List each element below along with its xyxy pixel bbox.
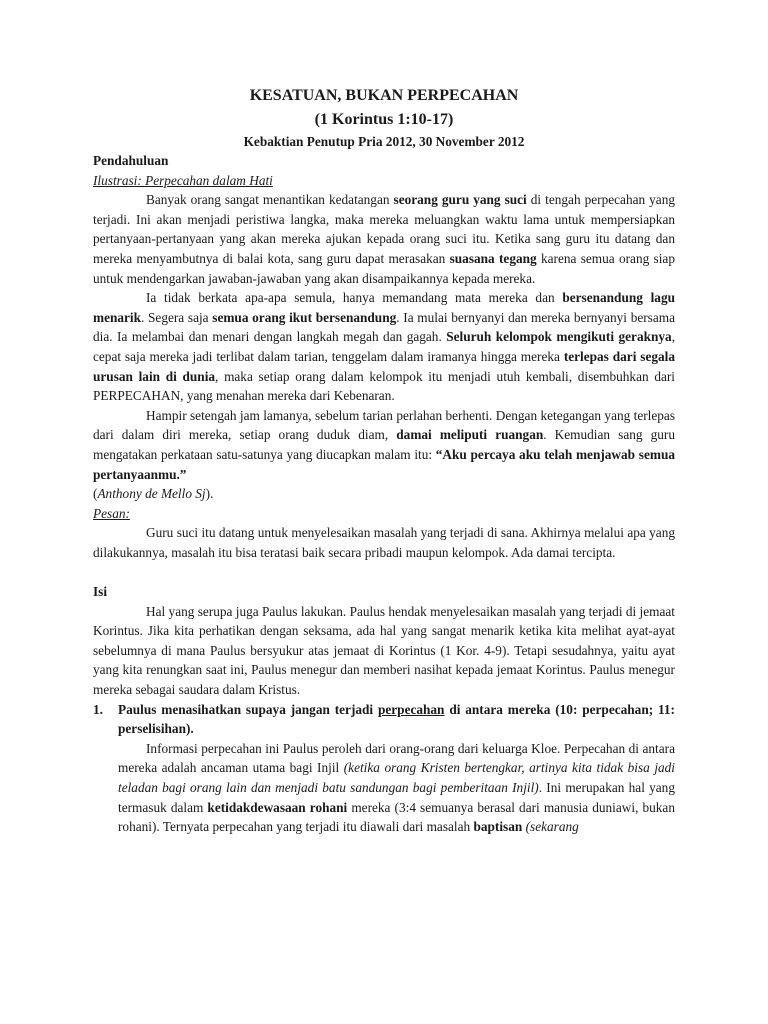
paragraph-point-1: Informasi perpecahan ini Paulus peroleh dari orang-orang dari keluarga Kloe. Perpecahan di antara mereka adalah ancaman utama bagi Injil (ketika orang Kristen bertengkar, artinya kita tidak bisa jadi teladan bagi orang lain dan menjadi batu sandungan bagi pemberitaan Injil). Ini merupakan hal yang termasuk dalam ketidakdewasaan rohani mereka (3:4 semuanya berasal dari manusia duniawi, bukan rohani). Ternyata perpecahan yang terjadi itu diawali dari masalah baptisan (sekarang: [118, 740, 676, 835]
event-line: Kebaktian Penutup Pria 2012, 30 November 2012: [243, 134, 525, 149]
attribution: (Anthony de Mello Sj).: [93, 486, 214, 502]
point-number: 1.: [93, 701, 103, 717]
page-title: KESATUAN, BUKAN PERPECAHAN: [249, 87, 519, 104]
body-content: [93, 151, 675, 837]
section-heading-pendahuluan: Pendahuluan: [93, 153, 169, 168]
point-1-body: [93, 739, 675, 837]
illustration-label: Ilustrasi: Perpecahan dalam Hati: [93, 172, 273, 188]
scripture-reference: (1 Korintus 1:10-17): [314, 111, 454, 128]
section-heading-isi: Isi: [93, 584, 108, 600]
paragraph-isi-1: Hal yang serupa juga Paulus lakukan. Paulus hendak menyelesaikan masalah yang terjadi di jemaat Korintus. Jika kita perhatikan dengan seksama, ada hal yang sangat menarik ketika kita melihat ayat-ayat sebelumnya di mana Paulus bersyukur atas jemaat di Korintus (1 Kor. 4-9). Tetapi sesudahnya, yaitu ayat yang kita renungkan saat ini, Paulus menegur dan memberi nasihat kepada jemaat Korintus. Paulus menegur mereka sebagai saudara dalam Kristus.: [93, 603, 675, 698]
paragraph-intro-1: Banyak orang sangat menantikan kedatangan seorang guru yang suci di tengah perpecahan yang terjadi. Ini akan menjadi peristiwa langka, maka mereka meluangkan waktu lama untuk mempersiapkan pertanyaan-pertanyaan yang akan mereka ajukan kepada orang suci itu. Ketika sang guru itu datang dan mereka menyambutnya di balai kota, sang guru dapat merasakan suasana tegang karena semua orang siap untuk mendengarkan jawaban-jawaban yang akan disampaikannya kepada mereka.: [93, 192, 676, 286]
paragraph-message: Guru suci itu datang untuk menyelesaikan masalah yang terjadi di sana. Akhirnya melalui apa yang dilakukannya, masalah itu bisa teratasi baik secara pribadi maupun kelompok. Ada damai tercipta.: [93, 525, 675, 560]
message-label: Pesan:: [93, 505, 130, 521]
paragraph-intro-2: Ia tidak berkata apa-apa semula, hanya memandang mata mereka dan bersenandung lagu menarik. Segera saja semua orang ikut bersenandung. Ia mulai bernyanyi dan mereka bernyanyi bersama dia. Ia melambai dan menari dengan langkah megah dan gagah. Seluruh kelompok mengikuti geraknya, cepat saja mereka jadi terlibat dalam tarian, tenggelam dalam iramanya hingga mereka terlepas dari segala urusan lain di dunia, maka setiap orang dalam kelompok itu menjadi utuh kembali, disembuhkan dari PERPECAHAN, yang menahan mereka dari Kebenaran.: [93, 290, 676, 404]
spacer: [93, 562, 675, 582]
numbered-point-1: 1. Paulus menasihatkan supaya jangan terjadi perpecahan di antara mereka (10: perpecahan; 11: perselisihan).: [93, 701, 675, 737]
paragraph-intro-3: Hampir setengah jam lamanya, sebelum tarian perlahan berhenti. Dengan ketegangan yang terlepas dari dalam diri mereka, setiap orang duduk diam, damai meliputi ruangan. Kemudian sang guru mengatakan perkataan satu-satunya yang diucapkan malam itu: “Aku percaya aku telah menjawab semua pertanyaanmu.”: [93, 407, 675, 482]
